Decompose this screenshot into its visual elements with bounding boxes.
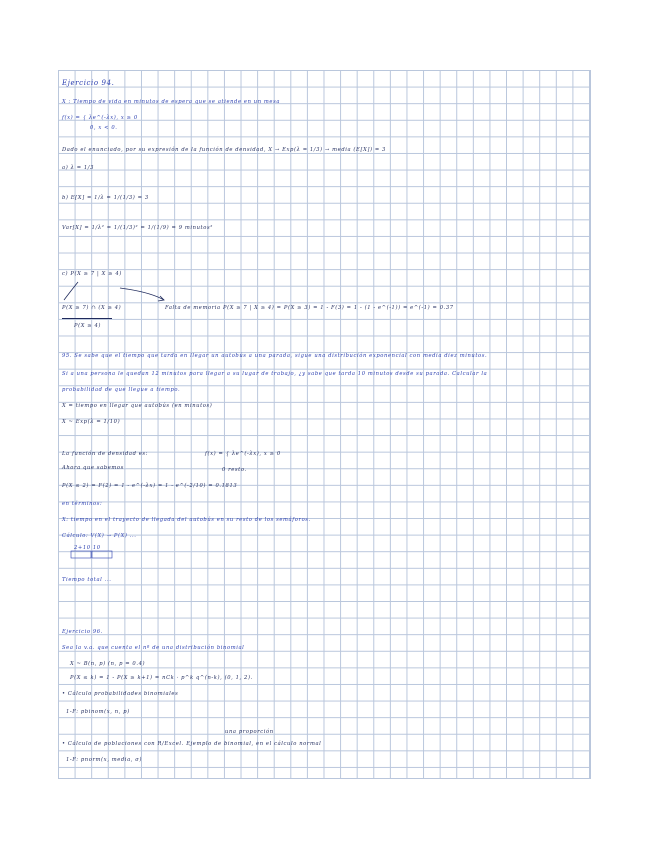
density-formula: f(x) = { λe^(-λx), x ≥ 0: [62, 115, 138, 121]
calculation-note: Cálculo: V(X) → P(X) ...: [62, 533, 137, 539]
density-formula-95: f(x) = { λe^(-λx), x ≥ 0: [205, 451, 281, 457]
binomial-calc-note: • Cálculo probabilidades binomiales: [62, 691, 179, 697]
timing-boxes: 2+10 10: [74, 545, 101, 551]
exercise-95-statement-2: Si a una persona le quedan 12 minutos para llegar a su lugar de trabajo, ¿y sabe que tarda 10 minutos desde su parada. Calcular la: [62, 371, 488, 377]
now-we-know: Ahora que sabemos: [62, 465, 124, 471]
memoryless-property: Falta de memoria P(X ≥ 7 | X ≥ 4) = P(X ≥ 3) = 1 - F(3) = 1 - (1 - e^(-1)) = e^(-1) = 0.37: [165, 305, 454, 311]
variable-definition: X = tiempo en llegar que autobús (en minutos): [62, 403, 213, 409]
variance: Var[X] = 1/λ² = 1/(1/3)² = 1/(1/9) = 9 minutos²: [62, 225, 213, 231]
part-c-conditional: c) P(X ≥ 7 | X ≥ 4): [62, 271, 122, 277]
arrow-sketch: [60, 280, 180, 304]
binomial-probability: P(X ≤ k) = 1 - P(X ≥ k+1) = nCk · p^k q^(n-k), (0, 1, 2).: [70, 675, 253, 681]
fraction-bar: [62, 318, 112, 319]
excel-note: • Cálculo de poblaciones con R/Excel. Ejemplo de binomial, en el cálculo normal: [62, 741, 322, 747]
proportion-note: una proporción: [225, 729, 274, 735]
exercise-95-statement-1: 95. Se sabe que el tiempo que tarda en llegar un autobús a una parada, sigue una distribución exponencial con media diez minutos.: [62, 353, 488, 359]
density-formula-zero: 0, x < 0.: [90, 125, 118, 131]
density-formula-95-rest: 0 resto.: [222, 467, 247, 473]
exercise-94-statement: X : Tiempo de vida en minutos de espera que se atiende en un mesa: [62, 99, 281, 105]
probability-result: P(X ≤ 2) = F(2) = 1 - e^(-λx) = 1 - e^(-2/10) = 0.1813: [62, 483, 238, 489]
trip-time-note: X: tiempo en el trayecto de llegada del autobús en su resto de los semáforos.: [62, 517, 311, 523]
exercise-96-heading: Ejercicio 96.: [62, 629, 103, 635]
timing-boxes-sketch: [70, 550, 120, 560]
part-a-lambda: a) λ = 1/3: [62, 165, 95, 171]
exercise-95-statement-3: probabilidad de que llegue a tiempo.: [62, 387, 181, 393]
pnorm-function: 1-F: pnorm(x, media, σ): [66, 757, 143, 763]
part-b-expectation: b) E[X] = 1/λ = 1/(1/3) = 3: [62, 195, 149, 201]
pbinom-function: 1-F: pbinom(x, n, p): [66, 709, 130, 715]
grid-paper-sheet: [58, 70, 591, 779]
intersection-denominator: P(X ≥ 4): [74, 323, 101, 329]
density-intro: La función de densidad es:: [62, 451, 149, 457]
total-time-note: Tiempo total ...: [62, 577, 112, 583]
exercise-96-statement: Sea la v.a. que cuenta el nº de una distribución binomial: [62, 645, 245, 651]
distribution-definition: X ~ Exp(λ = 1/10): [62, 419, 121, 425]
in-terms-note: en términos:: [62, 501, 103, 507]
binomial-definition: X ~ B(n, p) (n, p = 0.4): [70, 661, 146, 667]
exercise-94-heading: Ejercicio 94.: [62, 79, 115, 87]
exponential-identification: Dado el enunciado, por su expresión de la función de densidad, X → Exp(λ = 1/3) → media (E[X]) = 3: [62, 147, 386, 153]
intersection-numerator: P(X ≥ 7) ∩ (X ≥ 4): [62, 305, 122, 311]
